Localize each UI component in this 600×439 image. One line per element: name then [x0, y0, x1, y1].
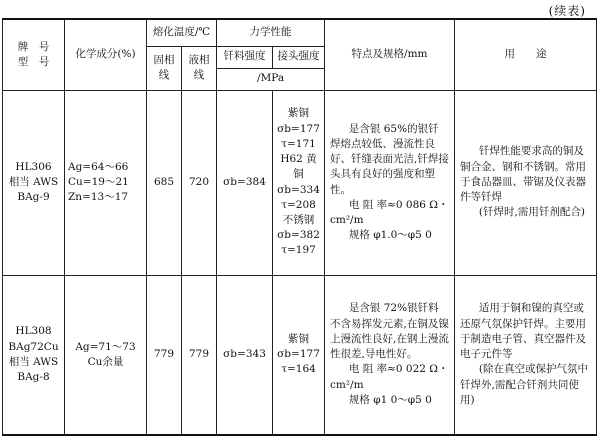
- header-unit: /MPa: [217, 68, 325, 90]
- header-composition: 化学成分(%): [65, 19, 147, 90]
- row2-features: 是含银 72%银钎料不含易挥发元素,在铜及镍上漫流性良好,在钢上漫流性很差,导电性好。 电 阻 率≈0 022 Ω・cm²/m 规格 φ1 0～φ5 0: [325, 275, 455, 435]
- header-solidus: 固相 线: [147, 46, 182, 90]
- row1-liquidus: 720: [182, 90, 217, 275]
- row1-features: 是含银 65%的银钎焊熔点较低、漫流性良好、钎缝表面光洁,钎焊接头具有良好的强度和塑性。 电 阻 率≈0 086 Ω・cm²/m 规格 φ1.0～φ5 0: [325, 90, 455, 275]
- row1-joint-strength: 紫铜 σb=177 τ=171 H62 黄铜 σb=334 τ=208 不锈钢 σb=382 τ=197: [273, 90, 325, 275]
- header-brand: 牌 号 型 号: [3, 19, 65, 90]
- header-liquidus: 液相 线: [182, 46, 217, 90]
- table-row: [3, 275, 597, 435]
- header-filler-strength: 钎料强度: [217, 46, 273, 68]
- brazing-alloy-table: [2, 18, 597, 436]
- header-joint-strength: 接头强度: [273, 46, 325, 68]
- row2-composition: Ag=71～73 Cu余量: [65, 275, 147, 435]
- row1-brand: HL306 相当 AWS BAg-9: [3, 90, 65, 275]
- header-mechanical: 力学性能: [217, 19, 325, 46]
- row2-usage: 适用于铜和镍的真空或还原气氛保护钎焊。主要用于制造电子管、真空器件及电子元件等 (除在真空或保护气氛中钎焊外,需配合钎剂共同使用): [455, 275, 597, 435]
- row2-filler-strength: σb=343: [217, 275, 273, 435]
- row1-filler-strength: σb=384: [217, 90, 273, 275]
- table-caption: (续表): [548, 4, 586, 18]
- table-row: [3, 90, 597, 275]
- row1-usage: 钎焊性能要求高的铜及铜合金、钢和不锈钢。常用于食品器皿、带锯及仪表器件等钎焊 (钎焊时,需用钎剂配合): [455, 90, 597, 275]
- row2-liquidus: 779: [182, 275, 217, 435]
- header-melting: 熔化温度/℃: [147, 19, 217, 46]
- row2-brand: HL308 BAg72Cu 相当 AWS BAg-8: [3, 275, 65, 435]
- header-features: 特点及规格/mm: [325, 19, 455, 90]
- row2-joint-strength: 紫铜 σb=177 τ=164: [273, 275, 325, 435]
- row2-solidus: 779: [147, 275, 182, 435]
- row1-solidus: 685: [147, 90, 182, 275]
- row1-composition: Ag=64～66 Cu=19～21 Zn=13～17: [65, 90, 147, 275]
- header-usage: 用 途: [455, 19, 597, 90]
